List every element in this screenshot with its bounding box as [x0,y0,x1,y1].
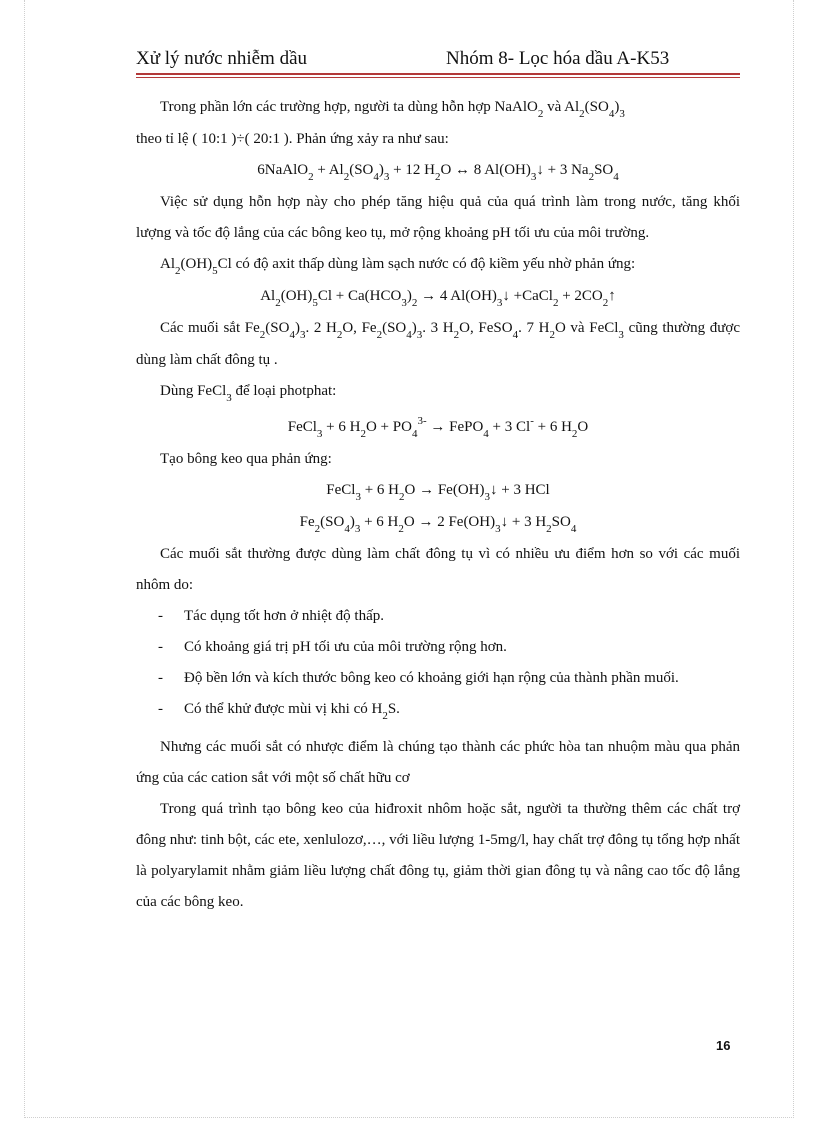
equation-1: 6NaAlO$_2$ + $Al_2(SO_4)_3 + 12$ $H_2O$ ↔ 8 $Al(OH)_3↓ + 3$ $Na_2SO_4$ [257,162,619,183]
equation-3: FeCl$_3$ + 6 $H_2O + PO_4^{3-}$ → FePO$_4$ + 3 Cl- + 6 $H_2O$ [287,415,589,440]
header-title-left: Xử lý nước nhiễm dầu [136,48,307,69]
paragraph-7: Các muối sắt thường được dùng làm chất đông tụ vì có nhiều ưu điểm hơn so với các muối nhôm do: [136,546,740,593]
paragraph-4: Các muối sắt $Fe_2(SO_4)_3$. 2 $H_2O$, $Fe_2(SO_4)_3$. 3 $H_2O$, FeSO$_4$. 7 $H_2O$ và FeCl$_3$ cũng thường được dùng làm chất đông tụ . [136,320,740,368]
document-body [136,92,740,918]
paragraph-9: Trong quá trình tạo bông keo của hiđroxit nhôm hoặc sắt, người ta thường thêm các chất trợ đông như: tinh bột, các ete, xenlulozơ,…, với liều lượng 1-5mg/l, hay chất trợ đông tụ tổng hợp nhất là polyarylamit nhằm giảm liều lượng chất đông tụ, giảm thời gian đông tụ và nâng cao tốc độ lắng của các bông keo. [136,801,740,910]
paragraph-3: $Al_2(OH)_5Cl$ có độ axit thấp dùng làm sạch nước có độ kiềm yếu nhờ phản ứng: [160,256,636,277]
paragraph-6: Tạo bông keo qua phản ứng: [160,451,332,467]
list-item: - Tác dụng tốt hơn ở nhiệt độ thấp. [158,608,384,624]
paragraph-2: Việc sử dụng hỗn hợp này cho phép tăng hiệu quả của quá trình làm trong nước, tăng khối lượng và tốc độ lắng của các bông keo tụ, mở rộng khoảng pH tối ưu của môi trường. [136,194,740,241]
equation-2: $Al_2(OH)_5Cl + Ca(HCO_3)_2 \to 4$ $Al(OH)_3↓$ +CaCl$_2$ + $2CO_2↑$ [260,288,616,309]
paragraph-5: Dùng FeCl$_3$ để loại photphat: [160,383,337,404]
header-rule-thick [136,73,740,75]
advantages-list [136,601,740,726]
list-item: - Độ bền lớn và kích thước bông keo có khoảng giới hạn rộng của thành phần muối. [158,670,679,686]
page-header [136,46,740,76]
list-item: - Có khoảng giá trị pH tối ưu của môi trường rộng hơn. [158,639,507,655]
paragraph-1: Trong phần lớn các trường hợp, người ta dùng hỗn hợp NaAlO$_2$ và $Al_2(SO_4)_3$ theo tỉ lệ ( 10:1 )÷( 20:1 ). Phản ứng xảy ra như sau: [136,99,625,147]
list-item: - Có thể khử được mùi vị khi có $H_2S$. [158,701,400,722]
header-rule-thin [136,77,740,78]
paragraph-8: Nhưng các muối sắt có nhược điểm là chúng tạo thành các phức hòa tan nhuộm màu qua phản ứng của các cation sắt với một số chất hữu cơ [136,739,740,786]
equation-5: $Fe_2(SO_4)_3 + 6$ $H_2O \to 2$ $Fe(OH)_3↓ + 3$ $H_2SO_4$ [299,514,577,535]
page-number: 16 [716,1038,731,1053]
equation-4: FeCl$_3$ + 6 $H_2O$ → $Fe(OH)_3↓ + 3$ HCl [326,482,550,503]
header-title-right: Nhóm 8- Lọc hóa dầu A-K53 [446,48,670,69]
